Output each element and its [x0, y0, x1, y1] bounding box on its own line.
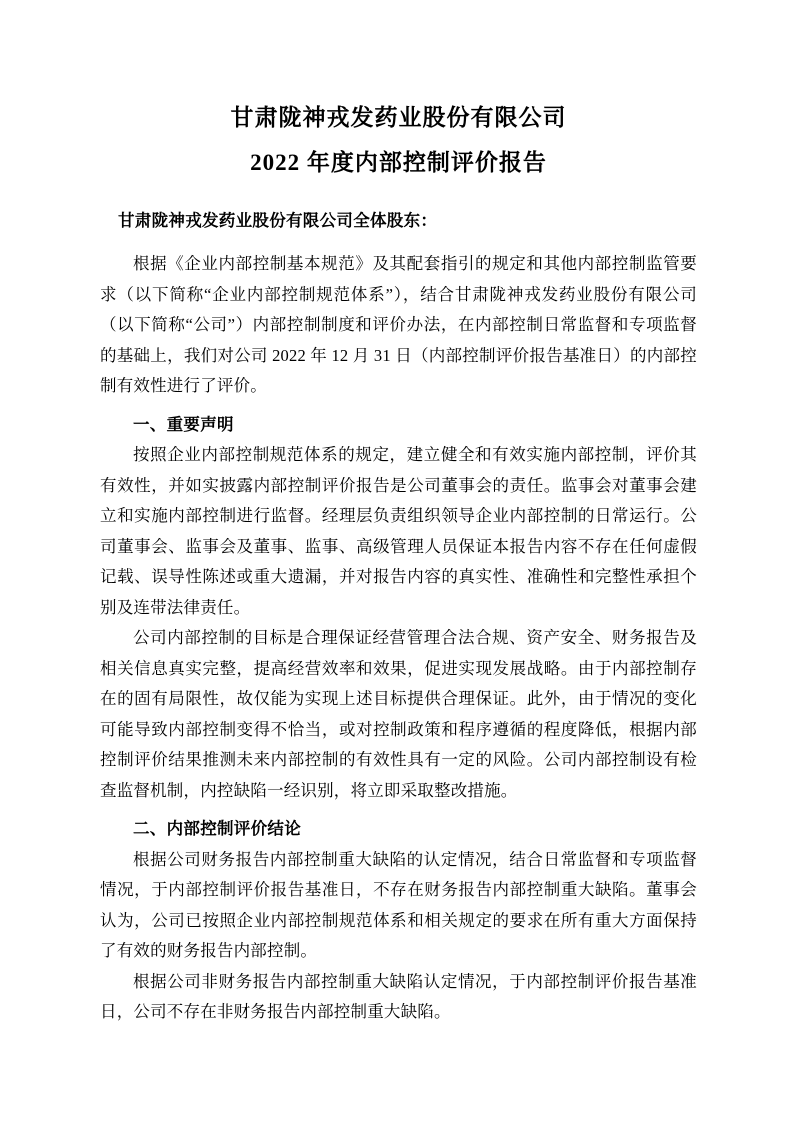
- document-title: [100, 95, 697, 185]
- document-title-line1: 甘肃陇神戎发药业股份有限公司: [230, 105, 567, 130]
- document-title-line2: 2022 年度内部控制评价报告: [250, 150, 547, 175]
- section-2-heading: 二、内部控制评价结论: [133, 820, 301, 838]
- section-1-paragraph-2: 公司内部控制的目标是合理保证经营管理合法合规、资产安全、财务报告及相关信息真实完整，提高经营效率和效果，促进实现发展战略。由于内部控制存在的固有局限性，故仅能为实现上述目标提供合理保证。此外，由于情况的变化可能导致内部控制变得不恰当，或对控制政策和程序遵循的程度降低，根据内部控制评价结果推测未来内部控制的有效性具有一定的风险。公司内部控制设有检查监督机制，内控缺陷一经识别，将立即采取整改措施。: [100, 628, 697, 800]
- salutation-line: 甘肃陇神戎发药业股份有限公司全体股东：: [118, 212, 438, 230]
- section-1-paragraph-1: 按照企业内部控制规范体系的规定，建立健全和有效实施内部控制，评价其有效性，并如实披露内部控制评价报告是公司董事会的责任。监事会对董事会建立和实施内部控制进行监督。经理层负责组织领导企业内部控制的日常运行。公司董事会、监事会及董事、监事、高级管理人员保证本报告内容不存在任何虚假记载、误导性陈述或重大遗漏，并对报告内容的真实性、准确性和完整性承担个别及连带法律责任。: [100, 445, 697, 617]
- intro-paragraph: 根据《企业内部控制基本规范》及其配套指引的规定和其他内部控制监管要求（以下简称“企业内部控制规范体系”），结合甘肃陇神戎发药业股份有限公司（以下简称“公司”）内部控制制度和评价办法，在内部控制日常监督和专项监督的基础上，我们对公司 2022 年 12 月 31 日（内部控制评价报告基准日）的内部控制有效性进行了评价。: [100, 254, 697, 395]
- section-2-paragraph-1: 根据公司财务报告内部控制重大缺陷的认定情况，结合日常监督和专项监督情况，于内部控制评价报告基准日，不存在财务报告内部控制重大缺陷。董事会认为，公司已按照企业内部控制规范体系和相关规定的要求在所有重大方面保持了有效的财务报告内部控制。: [100, 849, 697, 960]
- section-2-paragraph-2: 根据公司非财务报告内部控制重大缺陷认定情况，于内部控制评价报告基准日，公司不存在非财务报告内部控制重大缺陷。: [100, 971, 697, 1021]
- section-1-heading: 一、重要声明: [133, 415, 234, 434]
